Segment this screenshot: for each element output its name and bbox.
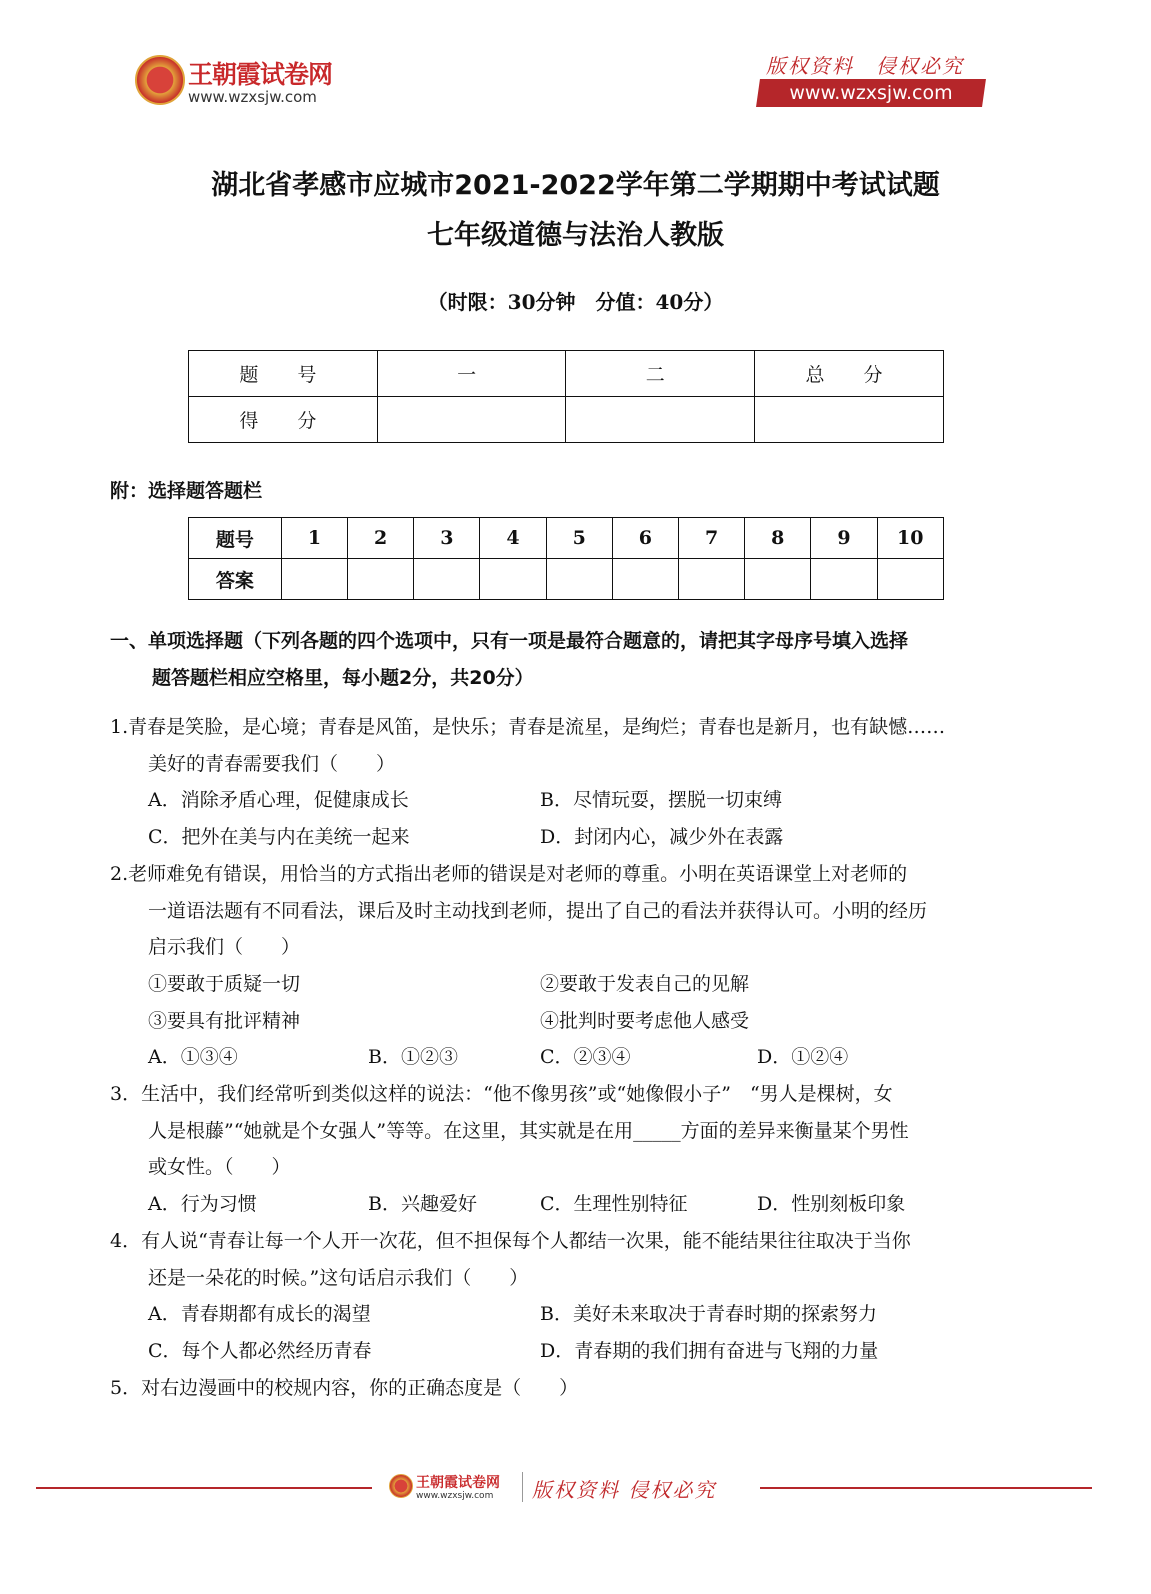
answer-header-cell: 3 (414, 518, 480, 559)
cell: 一 (377, 351, 566, 397)
answer-header-cell: 8 (745, 518, 811, 559)
option-a: A．行为习惯 (148, 1193, 257, 1216)
answer-cell[interactable] (414, 559, 480, 600)
option-d: D．封闭内心，减少外在表露 (540, 826, 784, 849)
section-heading-cont: 题答题栏相应空格里，每小题2分，共20分） (152, 667, 534, 689)
question-stem-cont: 或女性。（ ） (148, 1156, 291, 1179)
footer-logo-name: 王朝霞试卷网 (416, 1475, 500, 1491)
footer-logo-icon (389, 1474, 413, 1498)
cell: 得 分 (189, 397, 378, 443)
footer-rule-right (760, 1487, 1092, 1489)
score-table (188, 350, 944, 443)
url-banner-text: www.wzxsjw.com (789, 82, 953, 104)
option-d: D．青春期的我们拥有奋进与飞翔的力量 (540, 1339, 879, 1362)
question-stem: 4．有人说“青春让每一个人开一次花，但不担保每个人都结一次果，能不能结果往往取决于当你 (110, 1229, 911, 1252)
answer-table (188, 517, 944, 600)
footer-divider (522, 1472, 523, 1502)
option-c: C．生理性别特征 (540, 1193, 688, 1216)
question-stem: 5．对右边漫画中的校规内容，你的正确态度是（ ） (110, 1376, 579, 1399)
footer-logo-url: www.wzxsjw.com (416, 1491, 494, 1501)
option-a: A．消除矛盾心理，促健康成长 (148, 789, 409, 812)
score-cell[interactable] (377, 397, 566, 443)
option-c: C．每个人都必然经历青春 (148, 1339, 372, 1362)
option-b: B．美好未来取决于青春时期的探索努力 (540, 1303, 877, 1326)
option-a: A．青春期都有成长的渴望 (148, 1303, 371, 1326)
answer-cell[interactable] (877, 559, 943, 600)
answer-header-cell: 5 (546, 518, 612, 559)
answer-cell[interactable] (480, 559, 546, 600)
question-stem-cont: 人是根藤”“她就是个女强人”等等。在这里，其实就是在用_____方面的差异来衡量某个男性 (148, 1119, 909, 1142)
exam-title: 湖北省孝感市应城市2021-2022学年第二学期期中考试试题 (211, 170, 940, 201)
answer-cell[interactable] (546, 559, 612, 600)
answer-header-cell: 题号 (189, 518, 282, 559)
option-a: A．①③④ (148, 1046, 238, 1069)
cell: 题 号 (189, 351, 378, 397)
answer-header-cell: 4 (480, 518, 546, 559)
answer-header-cell: 1 (281, 518, 347, 559)
option-c: C．把外在美与内在美统一起来 (148, 826, 410, 849)
statement: ①要敢于质疑一切 (148, 972, 301, 995)
answer-cell[interactable] (281, 559, 347, 600)
copyright-notice: 版权资料 侵权必究 (766, 54, 964, 78)
question-stem-cont: 启示我们（ ） (148, 936, 301, 959)
question-stem-cont: 还是一朵花的时候。”这句话启示我们（ ） (148, 1266, 529, 1289)
answer-header-cell: 6 (612, 518, 678, 559)
question-stem: 2.老师难免有错误，用恰当的方式指出老师的错误是对老师的尊重。小明在英语课堂上对老师的 (110, 862, 908, 885)
option-d: D．性别刻板印象 (757, 1193, 906, 1216)
footer-copyright: 版权资料 侵权必究 (532, 1478, 717, 1502)
logo-name: 王朝霞试卷网 (188, 60, 333, 89)
exam-meta: （时限：30分钟 分值：40分） (427, 290, 724, 314)
option-b: B．①②③ (368, 1046, 458, 1069)
answer-header-cell: 2 (348, 518, 414, 559)
question-stem-cont: 美好的青春需要我们（ ） (148, 752, 396, 775)
answer-header-cell: 9 (811, 518, 877, 559)
answer-cell[interactable] (678, 559, 744, 600)
score-cell[interactable] (755, 397, 944, 443)
url-banner (756, 79, 986, 107)
answer-cell[interactable] (811, 559, 877, 600)
question-stem: 1.青春是笑脸，是心境；青春是风笛，是快乐；青春是流星，是绚烂；青春也是新月，也有缺憾…… (110, 716, 946, 738)
answer-cell[interactable] (745, 559, 811, 600)
answer-cell[interactable] (348, 559, 414, 600)
option-c: C．②③④ (540, 1046, 631, 1069)
option-b: B．兴趣爱好 (368, 1193, 477, 1216)
logo-badge-icon (135, 55, 185, 105)
cell: 二 (566, 351, 755, 397)
answer-header-cell: 10 (877, 518, 943, 559)
option-d: D．①②④ (757, 1046, 849, 1069)
answer-cell[interactable] (612, 559, 678, 600)
option-b: B．尽情玩耍，摆脱一切束缚 (540, 789, 782, 812)
statement: ②要敢于发表自己的见解 (540, 972, 750, 995)
answer-header-cell: 7 (678, 518, 744, 559)
footer-rule-left (36, 1487, 372, 1489)
statement: ④批判时要考虑他人感受 (540, 1009, 750, 1032)
cell: 总 分 (755, 351, 944, 397)
question-stem-cont: 一道语法题有不同看法，课后及时主动找到老师，提出了自己的看法并获得认可。小明的经历 (148, 899, 928, 922)
section-heading: 一、单项选择题（下列各题的四个选项中，只有一项是最符合题意的，请把其字母序号填入选择 (110, 630, 909, 652)
score-cell[interactable] (566, 397, 755, 443)
answer-section-label: 附：选择题答题栏 (110, 480, 263, 502)
logo-url: www.wzxsjw.com (188, 88, 317, 106)
statement: ③要具有批评精神 (148, 1009, 301, 1032)
answer-row-label: 答案 (189, 559, 282, 600)
question-stem: 3．生活中，我们经常听到类似这样的说法：“他不像男孩”或“她像假小子” “男人是棵树，女 (110, 1083, 893, 1105)
exam-subtitle: 七年级道德与法治人教版 (427, 220, 724, 251)
